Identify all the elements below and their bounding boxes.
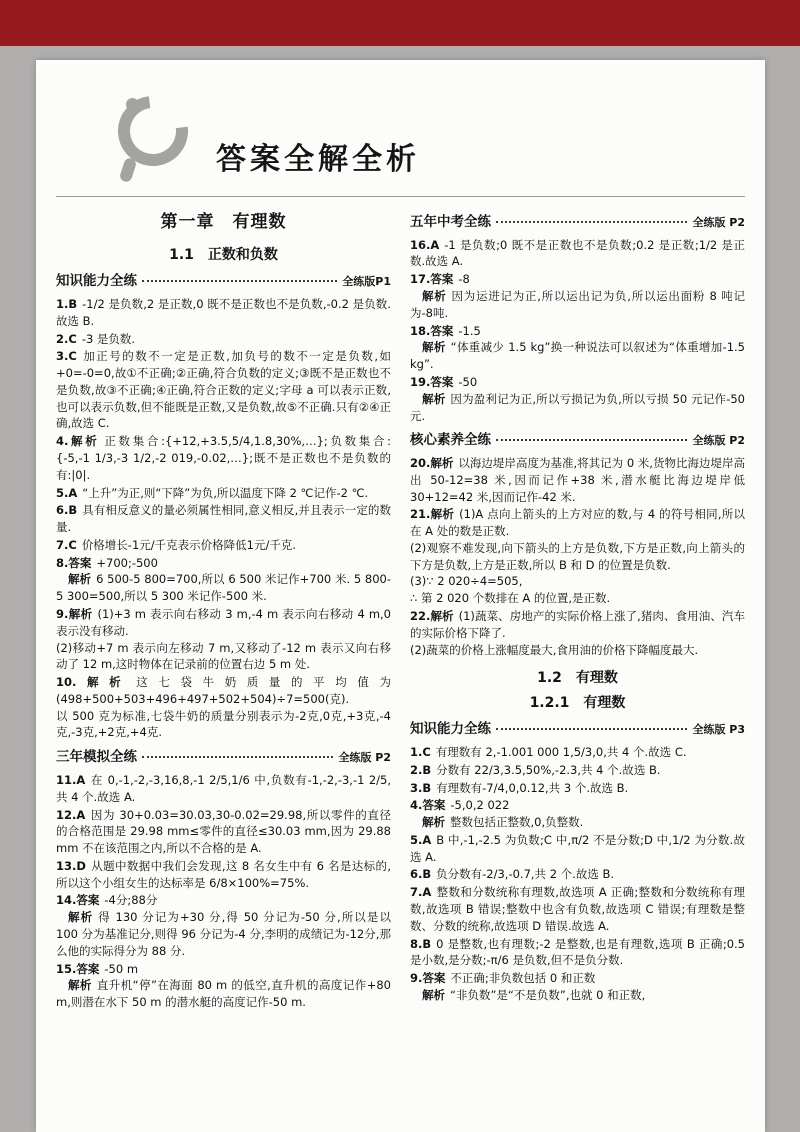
item-label: 8.B xyxy=(410,936,432,951)
item-text: “上升”为正,则“下降”为负,所以温度下降 2 ℃记作-2 ℃. xyxy=(82,485,369,500)
answer-item xyxy=(56,961,391,1011)
item-text: “体重减少 1.5 kg”换一种说法可以叙述为“体重增加-1.5 kg”. xyxy=(410,340,746,372)
item-label: 11.A xyxy=(56,772,86,787)
item-label: 1.B xyxy=(56,296,78,311)
item-label: 解析 xyxy=(422,987,445,1002)
item-line xyxy=(56,433,391,483)
item-line xyxy=(56,555,391,572)
logo-dot xyxy=(126,98,139,111)
answer-item xyxy=(410,780,745,797)
item-label: 4.解析 xyxy=(56,434,100,449)
answer-item xyxy=(410,936,745,970)
item-text: 0 是整数,也有理数;-2 是整数,也是有理数,选项 B 正确;0.5 是小数,是分数;-π/6 是负数,但不是负分数. xyxy=(410,936,745,968)
practice-header xyxy=(56,748,391,768)
item-line xyxy=(56,502,391,536)
answer-item xyxy=(56,485,391,502)
item-line xyxy=(410,391,745,425)
item-label: 解析 xyxy=(68,910,94,925)
item-text: (1)A 点向上箭头的上方对应的数,与 4 的符号相同,所以在 A 处的数是正数. xyxy=(410,507,746,539)
item-text: 6 500-5 800=700,所以 6 500 米记作+700 米. 5 800-5 300=500,所以 5 300 米记作-500 米. xyxy=(56,572,392,604)
item-line xyxy=(56,331,391,348)
practice-title: 三年模拟全练 xyxy=(56,749,137,766)
section-heading: 1.2 有理数 xyxy=(537,670,618,687)
item-text: 因为 30+0.03=30.03,30-0.02=29.98,所以零件的直径的合格范围是 29.98 mm≤零件的直径≤30.03 mm,因为 29.88 mm 不在该范围之内,所以不合格的是 A. xyxy=(56,807,391,856)
answer-item xyxy=(56,858,391,892)
item-text: -3 是负数. xyxy=(81,331,136,346)
item-line xyxy=(410,744,745,761)
practice-header xyxy=(410,431,745,451)
item-text: 这七袋牛奶质量的平均值为(498+500+503+496+497+502+504)÷7=500(克). xyxy=(56,675,392,706)
series-logo-icon xyxy=(118,96,192,182)
item-line xyxy=(56,674,391,708)
practice-title: 知识能力全练 xyxy=(56,273,137,290)
item-line xyxy=(410,970,745,987)
item-line xyxy=(410,936,745,970)
item-label: 12.A xyxy=(56,807,86,822)
page-ref: 全练版 P3 xyxy=(692,723,745,737)
item-label: 5.A xyxy=(410,832,432,847)
item-label: 解析 xyxy=(422,289,447,304)
practice-title: 核心素养全练 xyxy=(410,432,491,449)
item-text: 有理数有-7/4,0,0.12,共 3 个.故选 B. xyxy=(436,780,629,795)
item-line xyxy=(410,814,745,831)
item-text: (2)移动+7 m 表示向左移动 7 m,又移动了-12 m 表示又向右移动了 12 m,这时物体在记录前的位置右边 5 m 处. xyxy=(56,640,391,672)
item-label: 19.答案 xyxy=(410,374,454,389)
item-line xyxy=(56,485,391,502)
item-text: -1/2 是负数,2 是正数,0 既不是正数也不是负数,-0.2 是负数.故选 B. xyxy=(56,296,391,328)
logo-tail xyxy=(119,157,138,184)
item-text: 正数集合:{+12,+3.5,5/4,1.8,30%,…};负数集合:{-5,-1 1/3,-3 1/2,-2 019,-0.02,…};既不是正数也不是负数的有:|0|. xyxy=(56,434,391,482)
item-line xyxy=(56,708,391,742)
practice-header xyxy=(410,720,745,740)
page-title: 答案全解全析 xyxy=(216,142,420,177)
answer-item xyxy=(410,455,745,505)
practice-title: 五年中考全练 xyxy=(410,214,491,230)
item-line xyxy=(56,571,391,605)
subsection-heading: 1.2.1 有理数 xyxy=(529,694,626,711)
item-text: -50 xyxy=(458,374,478,389)
item-label: 2.B xyxy=(410,762,432,777)
item-text: 因为运进记为正,所以运出记为负,所以运出面粉 8 吨记为-8吨. xyxy=(410,289,746,320)
answer-item xyxy=(410,323,745,373)
item-label: 22.解析 xyxy=(410,609,454,624)
item-text: 具有相反意义的量必须属性相同,意义相反,并且表示一定的数量. xyxy=(56,503,391,535)
practice-header xyxy=(410,213,745,233)
item-text: 分数有 22/3,3.5,50%,-2.3,共 4 个.故选 B. xyxy=(436,762,661,777)
item-line xyxy=(410,590,745,607)
answer-item xyxy=(410,762,745,779)
practice-title: 知识能力全练 xyxy=(410,721,491,738)
section-heading: 1.1 正数和负数 xyxy=(169,246,278,263)
item-label: 14.答案 xyxy=(56,893,100,908)
dotted-leader xyxy=(142,280,337,282)
item-line xyxy=(410,762,745,779)
right-column xyxy=(410,206,745,1012)
item-text: -1 是负数;0 既不是正数也不是负数;0.2 是正数;1/2 是正数.故选 A. xyxy=(410,237,745,269)
item-label: 10.解析 xyxy=(56,675,132,690)
item-label: 16.A xyxy=(410,237,440,252)
item-label: 解析 xyxy=(422,340,446,355)
item-text: -50 m xyxy=(104,961,139,976)
item-label: 1.C xyxy=(410,744,431,759)
item-label: 15.答案 xyxy=(56,961,100,976)
item-text: 不正确;非负数包括 0 和正数 xyxy=(450,971,596,986)
item-text: -4分;88分 xyxy=(104,893,158,908)
item-text: -5,0,2 022 xyxy=(450,798,510,813)
answer-item xyxy=(56,502,391,536)
item-line xyxy=(410,573,745,590)
item-label: 21.解析 xyxy=(410,507,455,522)
answer-item xyxy=(56,296,391,330)
answer-item xyxy=(410,832,745,866)
item-label: 8.答案 xyxy=(56,555,92,570)
item-line xyxy=(410,884,745,934)
item-label: 18.答案 xyxy=(410,323,454,338)
item-text: (2)蔬菜的价格上涨幅度最大,食用油的价格下降幅度最大. xyxy=(410,642,699,657)
item-line xyxy=(56,296,391,330)
item-line xyxy=(410,642,745,659)
item-text: (1)+3 m 表示向右移动 3 m,-4 m 表示向右移动 4 m,0 表示没有移动. xyxy=(56,607,391,638)
item-label: 9.解析 xyxy=(56,607,93,622)
item-line xyxy=(410,832,745,866)
item-line xyxy=(56,977,391,1011)
top-red-band xyxy=(0,0,800,46)
item-line xyxy=(410,608,745,642)
item-text: (3)∵ 2 020÷4=505, xyxy=(410,574,523,589)
item-text: 直升机“停”在海面 80 m 的低空,直升机的高度记作+80 m,则潜在水下 50 m 的潜水艇的高度记作-50 m. xyxy=(56,978,392,1010)
answer-item xyxy=(56,606,391,673)
item-label: 2.C xyxy=(56,331,77,346)
answer-item xyxy=(410,744,745,761)
item-line xyxy=(410,323,745,340)
item-text: (1)蔬菜、房地产的实际价格上涨了,猪肉、食用油、汽车的实际价格下降了. xyxy=(410,609,745,640)
item-text: (2)观察不难发现,向下箭头的上方是负数,下方是正数,向上箭头的下方是负数,上方是正数,所以 B 和 D 的位置是负数. xyxy=(410,540,745,572)
dotted-leader xyxy=(496,728,687,730)
item-line xyxy=(56,807,391,857)
answer-item xyxy=(56,555,391,605)
page-ref: 全练版 P2 xyxy=(692,216,745,229)
item-text: 得 130 分记为+30 分,得 50 分记为-50 分,所以是以 100 分为基准记分,则得 96 分记为-4 分,李明的成绩记为-12分,那么他的实际得分为 88 分. xyxy=(56,910,391,958)
item-label: 3.B xyxy=(410,780,432,795)
page-ref: 全练版 P2 xyxy=(692,434,745,448)
item-label: 13.D xyxy=(56,858,86,873)
item-line xyxy=(410,866,745,883)
item-text: 整数包括正整数,0,负整数. xyxy=(450,815,584,830)
page-header xyxy=(56,94,745,206)
item-text: 在 0,-1,-2,-3,16,8,-1 2/5,1/6 中,负数有-1,-2,-3,-1 2/5,共 4 个.故选 A. xyxy=(56,772,391,804)
answer-item xyxy=(410,884,745,934)
dotted-leader xyxy=(496,439,687,441)
book-page xyxy=(36,60,765,1132)
item-label: 7.A xyxy=(410,885,432,900)
item-line xyxy=(410,455,745,505)
item-line xyxy=(410,339,745,373)
item-text: 价格增长-1元/千克表示价格降低1元/千克. xyxy=(81,537,296,552)
item-line xyxy=(410,506,745,540)
item-line xyxy=(410,987,745,1004)
practice-header xyxy=(56,272,391,292)
item-text: -1.5 xyxy=(458,323,481,338)
item-line xyxy=(56,537,391,554)
item-label: 7.C xyxy=(56,537,77,552)
item-line xyxy=(410,797,745,814)
item-text: 以 500 克为标准,七袋牛奶的质量分别表示为-2克,0克,+3克,-4克,-3克,+2克,+4克. xyxy=(56,708,391,740)
answer-item xyxy=(410,797,745,831)
item-line xyxy=(56,909,391,959)
answer-item xyxy=(410,237,745,271)
title-divider xyxy=(56,196,745,197)
item-text: B 中,-1,-2.5 为负数;C 中,π/2 不是分数;D 中,1/2 为分数.故选 A. xyxy=(410,832,745,864)
dotted-leader xyxy=(496,221,687,223)
item-label: 17.答案 xyxy=(410,272,454,287)
item-line xyxy=(56,961,391,978)
item-label: 解析 xyxy=(68,572,92,587)
item-text: “非负数”是“不是负数”,也就 0 和正数, xyxy=(450,987,646,1002)
answer-item xyxy=(56,807,391,857)
item-text: 以海边堤岸高度为基准,将其记为 0 米,货物比海边堤岸高出 50-12=38 米,因而记作+38 米,潜水艇比海边堤岸低 30+12=42 米,因而记作-42 米. xyxy=(410,456,746,504)
item-line xyxy=(410,780,745,797)
item-line xyxy=(56,640,391,674)
item-text: 加正号的数不一定是正数,加负号的数不一定是负数,如+0=-0=0,故①不正确;②正确,符合负数的定义;③既不是正数也不是负数,故③不正确;④正确,符合正数的定义;字母 a 可以表示正数,也可以表示负数,但不能既是正数,又是负数,故⑤不正确.只有②④正确,故选 C. xyxy=(56,349,391,431)
item-text: ∴ 第 2 020 个数排在 A 的位置,是正数. xyxy=(410,591,611,606)
answer-item xyxy=(410,271,745,321)
answer-item xyxy=(410,608,745,658)
answer-item xyxy=(56,674,391,741)
left-column xyxy=(56,206,391,1012)
item-line xyxy=(410,288,745,322)
item-line xyxy=(56,772,391,806)
item-line xyxy=(56,858,391,892)
item-text: +700;-500 xyxy=(96,555,158,570)
answer-item xyxy=(56,892,391,959)
answer-item xyxy=(410,866,745,883)
item-line xyxy=(410,540,745,574)
item-label: 解析 xyxy=(68,978,92,993)
page-ref: 全练版P1 xyxy=(342,275,391,289)
answer-item xyxy=(56,772,391,806)
item-label: 6.B xyxy=(56,503,78,518)
item-line xyxy=(410,271,745,288)
item-label: 3.C xyxy=(56,349,77,364)
item-label: 9.答案 xyxy=(410,971,446,986)
chapter-heading: 第一章 有理数 xyxy=(160,212,287,232)
dotted-leader xyxy=(142,756,333,758)
logo-ring xyxy=(104,82,202,180)
item-label: 5.A xyxy=(56,485,78,500)
page-ref: 全练版 P2 xyxy=(338,751,391,765)
answer-item xyxy=(56,331,391,348)
content-columns xyxy=(56,206,745,1012)
answer-item xyxy=(56,433,391,483)
item-text: 有理数有 2,-1.001 000 1,5/3,0,共 4 个.故选 C. xyxy=(435,744,687,759)
item-label: 解析 xyxy=(422,815,445,830)
item-line xyxy=(56,892,391,909)
answer-item xyxy=(410,970,745,1004)
item-text: 从题中数据中我们会发现,这 8 名女生中有 6 名是达标的,所以这个小组女生的达标率是 6/8×100%=75%. xyxy=(56,858,391,890)
item-line xyxy=(410,374,745,391)
item-text: 负分数有-2/3,-0.7,共 2 个.故选 B. xyxy=(436,867,615,882)
answer-item xyxy=(56,537,391,554)
item-label: 4.答案 xyxy=(410,798,446,813)
answer-item xyxy=(410,374,745,424)
item-text: 整数和分数统称有理数,故选项 A 正确;整数和分数统称有理数,故选项 B 错误;整数中也含有负数,故选项 C 错误;有理数是整数、分数的统称,故选项 D 错误.故选 A. xyxy=(410,885,745,933)
item-line xyxy=(56,348,391,432)
item-line xyxy=(410,237,745,271)
item-text: 因为盈利记为正,所以亏损记为负,所以亏损 50 元记作-50 元. xyxy=(410,391,745,423)
item-label: 20.解析 xyxy=(410,456,454,470)
item-line xyxy=(56,606,391,640)
answer-item xyxy=(56,348,391,432)
item-text: -8 xyxy=(458,272,470,287)
item-label: 解析 xyxy=(422,391,446,406)
item-label: 6.B xyxy=(410,867,432,882)
answer-item xyxy=(410,506,745,607)
